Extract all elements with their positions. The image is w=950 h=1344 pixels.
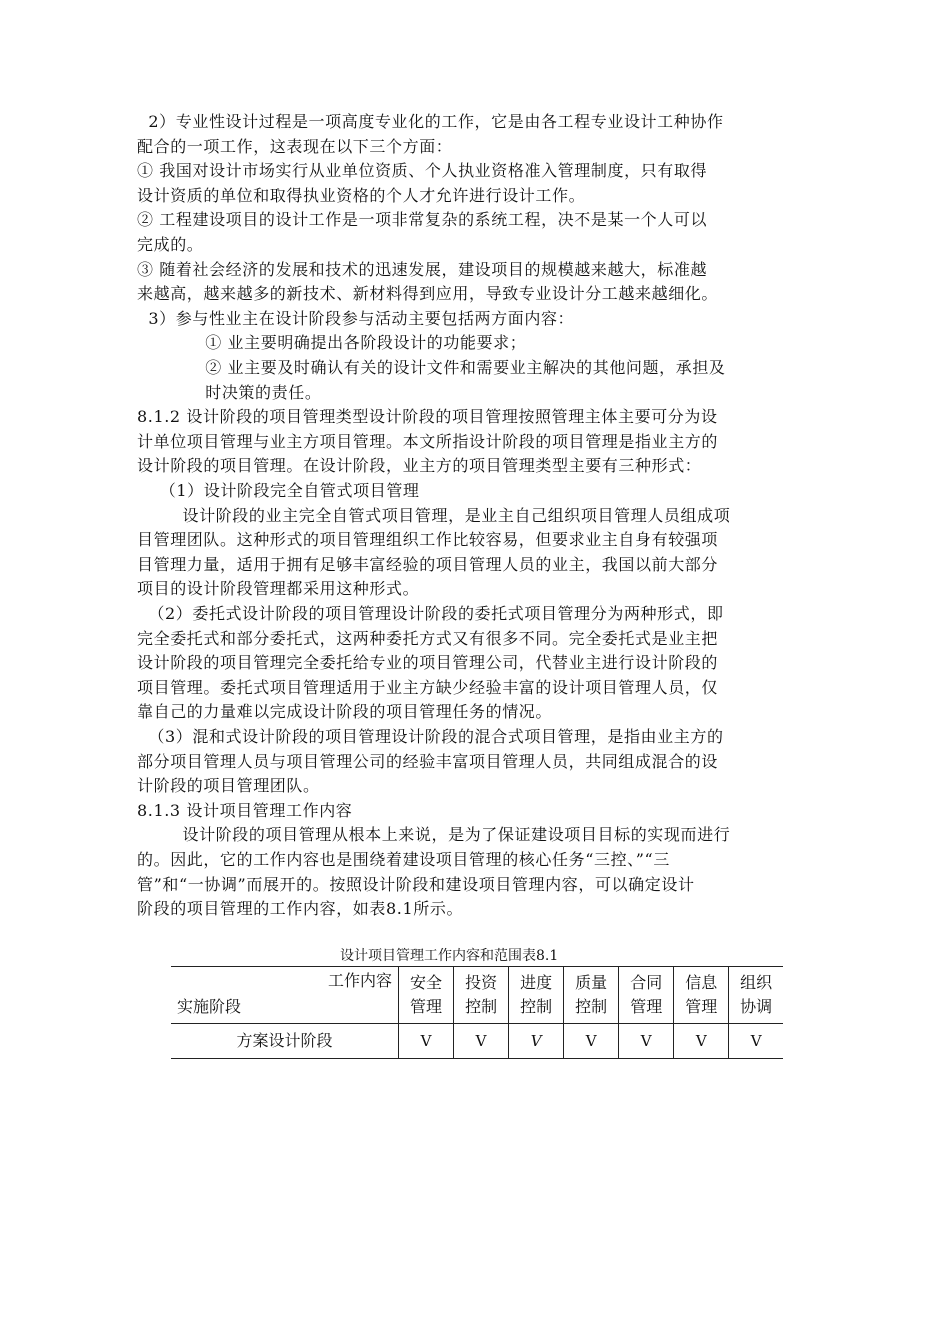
text-line: 配合的一项工作，这表现在以下三个方面： [137,136,453,156]
text-line: 靠自己的力量难以完成设计阶段的项目管理任务的情况。 [137,702,553,722]
text-line: 部分项目管理人员与项目管理公司的经验丰富项目管理人员，共同组成混合的设 [137,751,719,771]
stage-cell: 方案设计阶段 [171,1024,399,1059]
mark-cell: V [619,1024,674,1059]
text-line: 2）专业性设计过程是一项高度专业化的工作，它是由各工程专业设计工种协作 [137,112,724,131]
text-line: 的。因此，它的工作内容也是围绕着建设项目管理的核心任务“三控、”“三 [137,850,670,869]
mark-cell: V [454,1024,509,1059]
col-header-coordination: 组织 协调 [729,967,783,1024]
text-line: 设计阶段的项目管理完全委托给专业的项目管理公司，代替业主进行设计阶段的 [137,653,719,673]
col-header-contract: 合同 管理 [619,967,674,1024]
text-line: 完全委托式和部分委托式，这两种委托方式又有很多不同。完全委托式是业主把 [137,628,719,648]
corner-header-bottom: 实施阶段 [177,997,242,1016]
text-line: 来越高，越来越多的新技术、新材料得到应用，导致专业设计分工越来越细化。 [137,284,719,304]
table-row [171,1024,783,1059]
col-header-schedule: 进度 控制 [509,967,564,1024]
mark-cell: V [729,1024,783,1059]
col-header-investment: 投资 控制 [454,967,509,1024]
text-line: 项目的设计阶段管理都采用这种形式。 [137,579,420,599]
mark-cell: V [509,1024,564,1059]
text-line: 3）参与性业主在设计阶段参与活动主要包括两方面内容： [137,308,575,328]
text-line: 时决策的责任。 [137,382,322,402]
text-line: （1）设计阶段完全自管式项目管理 [137,481,420,500]
text-line: 计单位项目管理与业主方项目管理。本文所指设计阶段的项目管理是指业主方的 [137,431,719,451]
text-line: ② 业主要及时确认有关的设计文件和需要业主解决的其他问题，承担及 [137,358,726,377]
text-line: 设计阶段的业主完全自管式项目管理，是业主自己组织项目管理人员组成项 [137,505,731,525]
text-line: 管”和“一协调”而展开的。按照设计阶段和建设项目管理内容，可以确定设计 [137,874,695,894]
text-line: 项目管理。委托式项目管理适用于业主方缺少经验丰富的设计项目管理人员，仅 [137,677,719,697]
text-line: 目管理力量，适用于拥有足够丰富经验的项目管理人员的业主，我国以前大部分 [137,554,719,574]
text-line: 8.1.3 设计项目管理工作内容 [137,800,353,820]
text-line: （2）委托式设计阶段的项目管理设计阶段的委托式项目管理分为两种形式，即 [137,604,724,623]
work-content-table [171,966,783,1059]
text-line: 目管理团队。这种形式的项目管理组织工作比较容易，但要求业主自身有较强项 [137,530,719,550]
text-line: 设计阶段的项目管理从根本上来说，是为了保证建设项目目标的实现而进行 [137,825,731,845]
text-line: ① 业主要明确提出各阶段设计的功能要求； [137,333,527,353]
col-header-safety: 安全 管理 [399,967,454,1024]
mark-cell: V [399,1024,454,1059]
text-line: 完成的。 [137,235,204,254]
corner-header-top: 工作内容 [327,971,392,990]
col-header-quality: 质量 控制 [564,967,619,1024]
text-line: 计阶段的项目管理团队。 [137,776,320,796]
table-caption: 设计项目管理工作内容和范围表8.1 [340,948,559,964]
text-line: （3）混和式设计阶段的项目管理设计阶段的混合式项目管理，是指由业主方的 [137,727,724,746]
col-header-information: 信息 管理 [674,967,729,1024]
text-line: ① 我国对设计市场实行从业单位资质、个人执业资格准入管理制度，只有取得 [137,161,708,181]
text-line: ③ 随着社会经济的发展和技术的迅速发展，建设项目的规模越来越大，标准越 [137,259,708,279]
text-line: 设计资质的单位和取得执业资格的个人才允许进行设计工作。 [137,185,586,205]
table-header-row [171,967,783,1024]
mark-cell: V [564,1024,619,1059]
corner-header-cell [171,967,399,1024]
mark-cell: V [674,1024,729,1059]
text-line: 阶段的项目管理的工作内容，如表8.1所示。 [137,899,464,919]
text-line: 8.1.2 设计阶段的项目管理类型设计阶段的项目管理按照管理主体主要可分为设 [137,407,718,427]
text-line: ② 工程建设项目的设计工作是一项非常复杂的系统工程，决不是某一个人可以 [137,210,708,230]
text-line: 设计阶段的项目管理。在设计阶段，业主方的项目管理类型主要有三种形式： [137,456,702,476]
